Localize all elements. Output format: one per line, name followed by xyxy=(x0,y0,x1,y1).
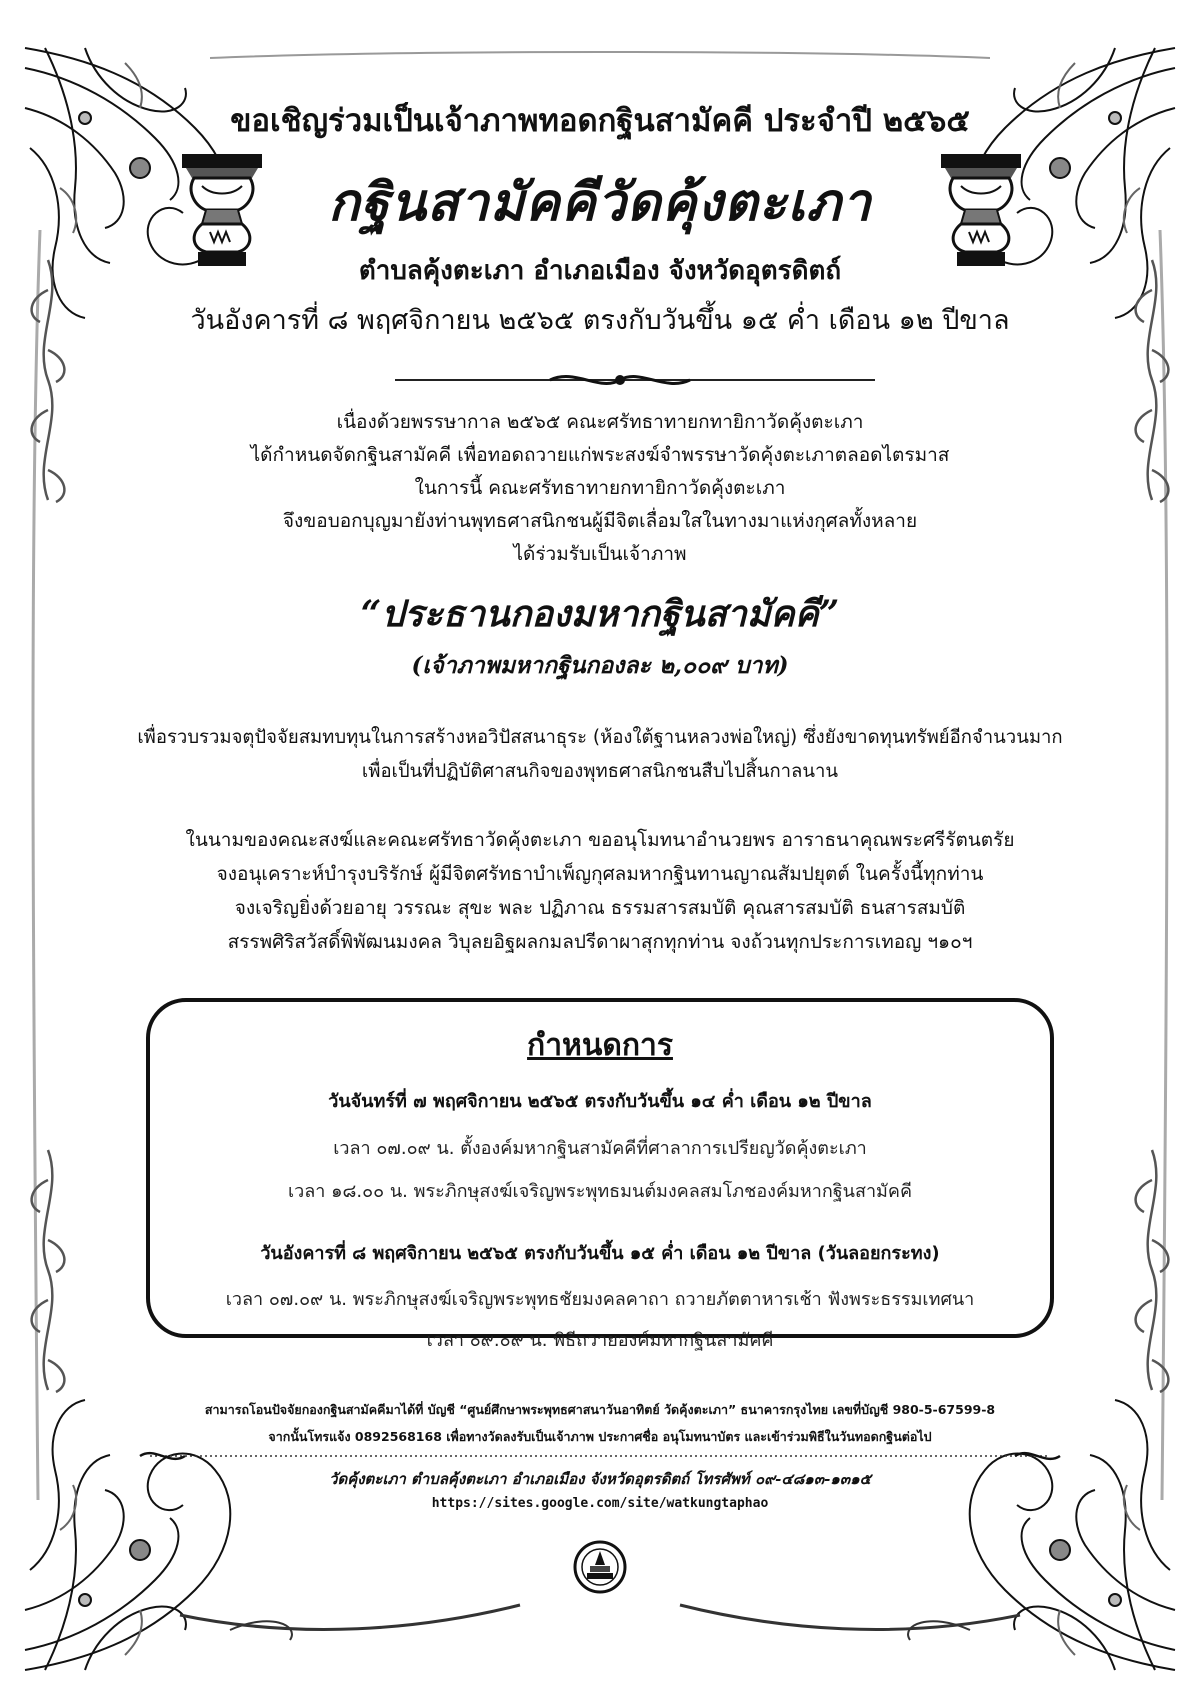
intro-line-3: ในการนี้ คณะศรัทธาทายกทายิกาวัดคุ้งตะเภา xyxy=(414,477,786,499)
event-date: วันอังคารที่ ๘ พฤศจิกายน ๒๕๖๕ ตรงกับวันขึ้น ๑๕ ค่ำ เดือน ๑๒ ปีขาล xyxy=(190,305,1010,336)
host-role-title: “ประธานกองมหากฐินสามัคคี” xyxy=(360,593,840,635)
temple-seal-icon xyxy=(573,1540,627,1594)
purpose-line-1: เพื่อรวบรวมจตุปัจจัยสมทบทุนในการสร้างหอวิปัสสนาธุระ (ห้องใต้ฐานหลวงพ่อใหญ่) ซึ่งยังขาดทุนทรัพย์อีกจำนวนมาก xyxy=(137,727,1063,748)
blessing-line-2: จงอนุเคราะห์บำรุงบริรักษ์ ผู้มีจิตศรัทธาบำเพ็ญกุศลมหากฐินทานญาณสัมปยุตต์ ในครั้งนี้ทุกท่าน xyxy=(216,863,984,885)
intro-line-5: ได้ร่วมรับเป็นเจ้าภาพ xyxy=(513,543,687,565)
schedule-day2-heading: วันอังคารที่ ๘ พฤศจิกายน ๒๕๖๕ ตรงกับวันขึ้น ๑๕ ค่ำ เดือน ๑๒ ปีขาล (วันลอยกระทง) xyxy=(260,1243,940,1264)
blessing-line-1: ในนามของคณะสงฆ์และคณะศรัทธาวัดคุ้งตะเภา ขออนุโมทนาอำนวยพร อาราธนาคุณพระศรีรัตนตรัย xyxy=(185,829,1015,851)
schedule-title: กำหนดการ xyxy=(527,1028,673,1063)
page-title: กฐินสามัคคีวัดคุ้งตะเภา xyxy=(328,172,872,233)
intro-line-1: เนื่องด้วยพรรษากาล ๒๕๖๕ คณะศรัทธาทายกทายิกาวัดคุ้งตะเภา xyxy=(336,411,864,433)
schedule-day1-item-1: เวลา ๐๗.๐๙ น. ตั้งองค์มหากฐินสามัคคีที่ศาลาการเปรียญวัดคุ้งตะเภา xyxy=(333,1138,867,1159)
intro-line-2: ได้กำหนดจัดกฐินสามัคคี เพื่อทอดถวายแก่พระสงฆ์จำพรรษาวัดคุ้งตะเภาตลอดไตรมาส xyxy=(250,444,950,466)
purpose-line-2: เพื่อเป็นที่ปฏิบัติศาสนกิจของพุทธศาสนิกชนสืบไปสิ้นกาลนาน xyxy=(361,761,839,782)
schedule-day1-item-2: เวลา ๑๘.๐๐ น. พระภิกษุสงฆ์เจริญพระพุทธมนต์มงคลสมโภชองค์มหากฐินสามัคคี xyxy=(287,1181,913,1202)
invitation-heading: ขอเชิญร่วมเป็นเจ้าภาพทอดกฐินสามัคคี ประจำปี ๒๕๖๕ xyxy=(230,103,970,139)
temple-address: วัดคุ้งตะเภา ตำบลคุ้งตะเภา อำเภอเมือง จังหวัดอุตรดิตถ์ โทรศัพท์ ๐๙-๔๘๑๓-๑๓๑๕ xyxy=(329,1470,871,1488)
transfer-note: สามารถโอนปัจจัยกองกฐินสามัคคีมาได้ที่ บัญชี “ศูนย์ศึกษาพระพุทธศาสนาวันอาทิตย์ วัดคุ้งตะเภา” ธนาคารกรุงไทย เลขที่บัญชี 980-5-67599-8 xyxy=(204,1402,996,1417)
schedule-day2-item-2: เวลา ๐๙.๐๙ น. พิธีถวายองค์มหากฐินสามัคคี xyxy=(426,1330,774,1351)
schedule-day2-item-1: เวลา ๐๗.๐๙ น. พระภิกษุสงฆ์เจริญพระพุทธชัยมงคลคาถา ถวายภัตตาหารเช้า ฟังพระธรรมเทศนา xyxy=(225,1289,975,1310)
blessing-line-3: จงเจริญยิ่งด้วยอายุ วรรณะ สุขะ พละ ปฏิภาณ ธรรมสารสมบัติ คุณสารสมบัติ ธนสารสมบัติ xyxy=(234,897,966,919)
scroll-divider-ornament xyxy=(395,375,875,385)
host-fee-subtitle: (เจ้าภาพมหากฐินกองละ ๒,๐๐๙ บาท) xyxy=(411,652,789,679)
footer-divider xyxy=(140,1453,1060,1459)
intro-line-4: จึงขอบอกบุญมายังท่านพุทธศาสนิกชนผู้มีจิตเลื่อมใสในทางมาแห่งกุศลทั้งหลาย xyxy=(282,510,918,532)
schedule-day1-heading: วันจันทร์ที่ ๗ พฤศจิกายน ๒๕๖๕ ตรงกับวันขึ้น ๑๔ ค่ำ เดือน ๑๒ ปีขาล xyxy=(328,1091,872,1112)
location-line: ตำบลคุ้งตะเภา อำเภอเมือง จังหวัดอุตรดิตถ์ xyxy=(358,256,842,286)
website-link[interactable]: https://sites.google.com/site/watkungtaphao xyxy=(431,1496,769,1511)
blessing-line-4: สรรพศิริสวัสดิ์พิพัฒนมงคล วิบุลยอิฐผลกมลปรีดาผาสุกทุกท่าน จงถ้วนทุกประการเทอญ ฯ๑๐ฯ xyxy=(227,931,973,953)
contact-note: จากนั้นโทรแจ้ง 0892568168 เพื่อทางวัดลงรับเป็นเจ้าภาพ ประกาศชื่อ อนุโมทนาบัตร และเข้าร่วมพิธีในวันทอดกฐินต่อไป xyxy=(268,1429,932,1444)
